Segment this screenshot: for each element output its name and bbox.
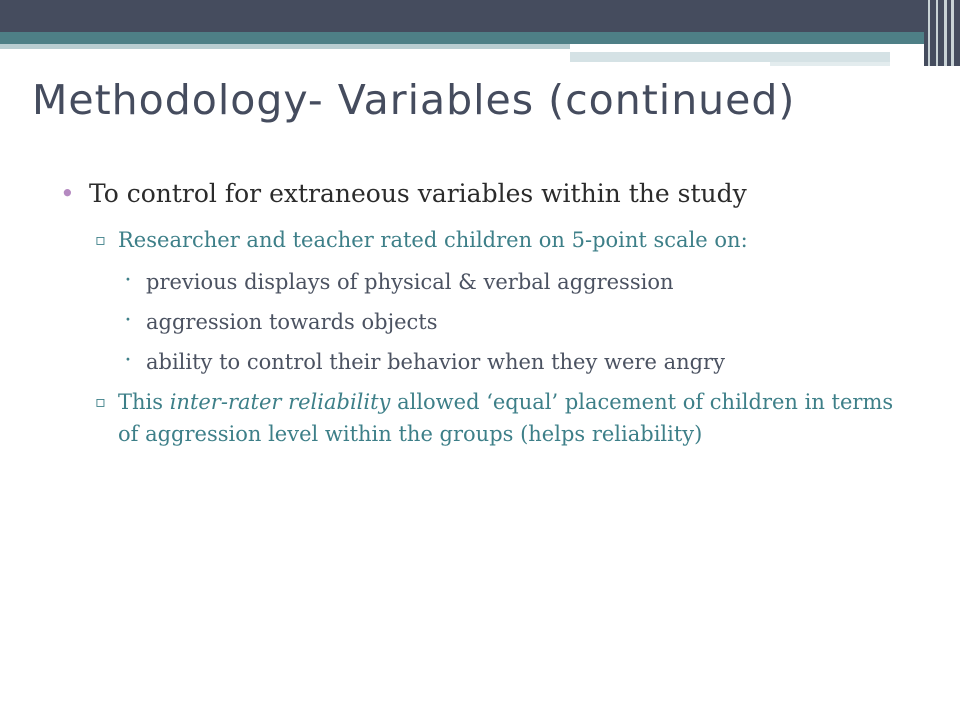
sub-bullet-reliability: [89, 386, 910, 450]
header-stripes-decoration: [924, 0, 960, 66]
header-band-teal: [0, 32, 960, 44]
dot-bullet-icon: ⠂: [124, 351, 138, 372]
reliability-term: inter-rater reliability: [169, 390, 391, 414]
list-item: [118, 266, 910, 298]
bullet-main: [60, 176, 910, 212]
reliability-suffix: allowed ‘equal’ placement of children in terms of aggression level within the groups (helps reliability): [118, 390, 894, 446]
dot-bullet-icon: ⠂: [124, 271, 138, 292]
sub-bullet-rating-text: Researcher and teacher rated children on 5-point scale on:: [118, 228, 748, 252]
list-item-text: ability to control their behavior when they were angry: [146, 350, 725, 374]
list-item: [118, 306, 910, 338]
header-band-pale-2: [770, 62, 890, 66]
reliability-prefix: This: [118, 390, 170, 414]
bullet-dot-icon: •: [60, 179, 75, 208]
header-band-pale: [570, 52, 890, 62]
dot-bullet-icon: ⠂: [124, 311, 138, 332]
sub-bullet-rating: [89, 224, 910, 256]
header-band-white: [570, 44, 890, 50]
slide-title: Methodology- Variables (continued): [32, 76, 796, 124]
list-item-text: previous displays of physical & verbal aggression: [146, 270, 674, 294]
slide-body: [60, 176, 910, 460]
square-bullet-icon: ▫: [95, 392, 106, 411]
bullet-main-text: To control for extraneous variables within the study: [89, 179, 747, 208]
square-bullet-icon: ▫: [95, 230, 106, 249]
header-band-light: [0, 44, 575, 49]
list-item: [118, 346, 910, 378]
header-band-dark: [0, 0, 960, 32]
list-item-text: aggression towards objects: [146, 310, 438, 334]
